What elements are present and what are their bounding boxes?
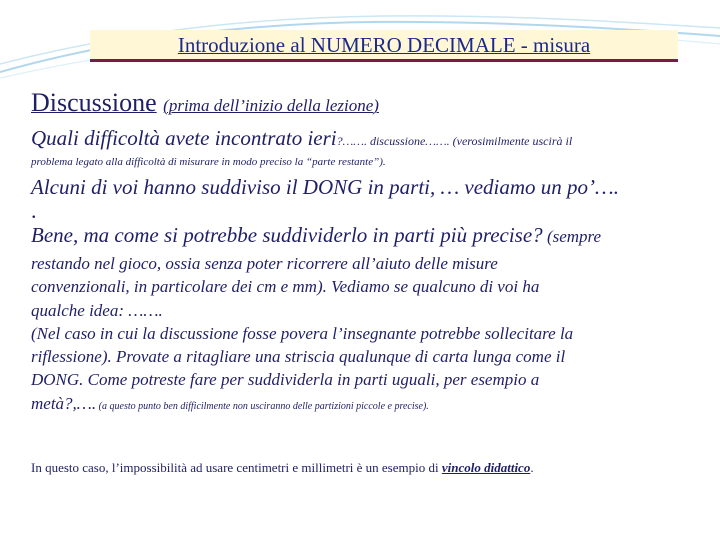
footer-note (31, 460, 534, 476)
last-line-main: metà?,…. (31, 393, 97, 413)
body-paragraph (31, 252, 697, 418)
slide-title (90, 30, 678, 62)
bene-main: Bene, ma come si potrebbe suddividerlo in parti più precise? (31, 223, 543, 247)
body-line: riflessione). Provate a ritagliare una striscia qualunque di carta lunga come il (31, 347, 566, 367)
question-tail: ?……. discussione……. (verosimilmente uscirà il (336, 134, 573, 148)
footer-end: . (530, 460, 534, 475)
bene-line (31, 222, 697, 250)
subdivided-line: Alcuni di voi hanno suddiviso il DONG in parti, … vediamo un po’…. (31, 175, 619, 199)
body-line: restando nel gioco, ossia senza poter ricorrere all’aiuto delle misure (31, 254, 498, 273)
bene-tail: (sempre (542, 227, 602, 246)
slide-body (31, 85, 697, 418)
slide-title-text: Introduzione al NUMERO DECIMALE - misura (177, 33, 591, 57)
body-line: (Nel caso in cui la discussione fosse povera l’insegnante potrebbe sollecitare la (31, 323, 574, 343)
last-line-tail: (a questo punto ben difficilmente non usciranno delle partizioni piccole e precise). (96, 400, 429, 412)
discussion-note: (prima dell’inizio della lezione) (163, 96, 379, 115)
body-last-line (31, 392, 697, 418)
body-line: DONG. Come potreste fare per suddividerla in parti uguali, per esempio a (31, 370, 540, 390)
dot-line: . (31, 198, 37, 223)
question-main: Quali difficoltà avete incontrato ieri (31, 126, 337, 150)
body-line: convenzionali, in particolare dei cm e mm). Vediamo se qualcuno di voi ha (31, 277, 540, 297)
footer-main: In questo caso, l’impossibilità ad usare centimetri e millimetri è un esempio di (31, 460, 442, 475)
discussion-heading-line (31, 85, 697, 124)
problem-line: problema legato alla difficoltà di misurare in modo preciso la “parte restante”). (31, 156, 386, 168)
footer-emphasis: vincolo didattico (441, 460, 531, 475)
body-line: qualche idea: ……. (31, 300, 163, 320)
question-line (31, 126, 697, 153)
discussion-heading: Discussione (31, 88, 157, 117)
